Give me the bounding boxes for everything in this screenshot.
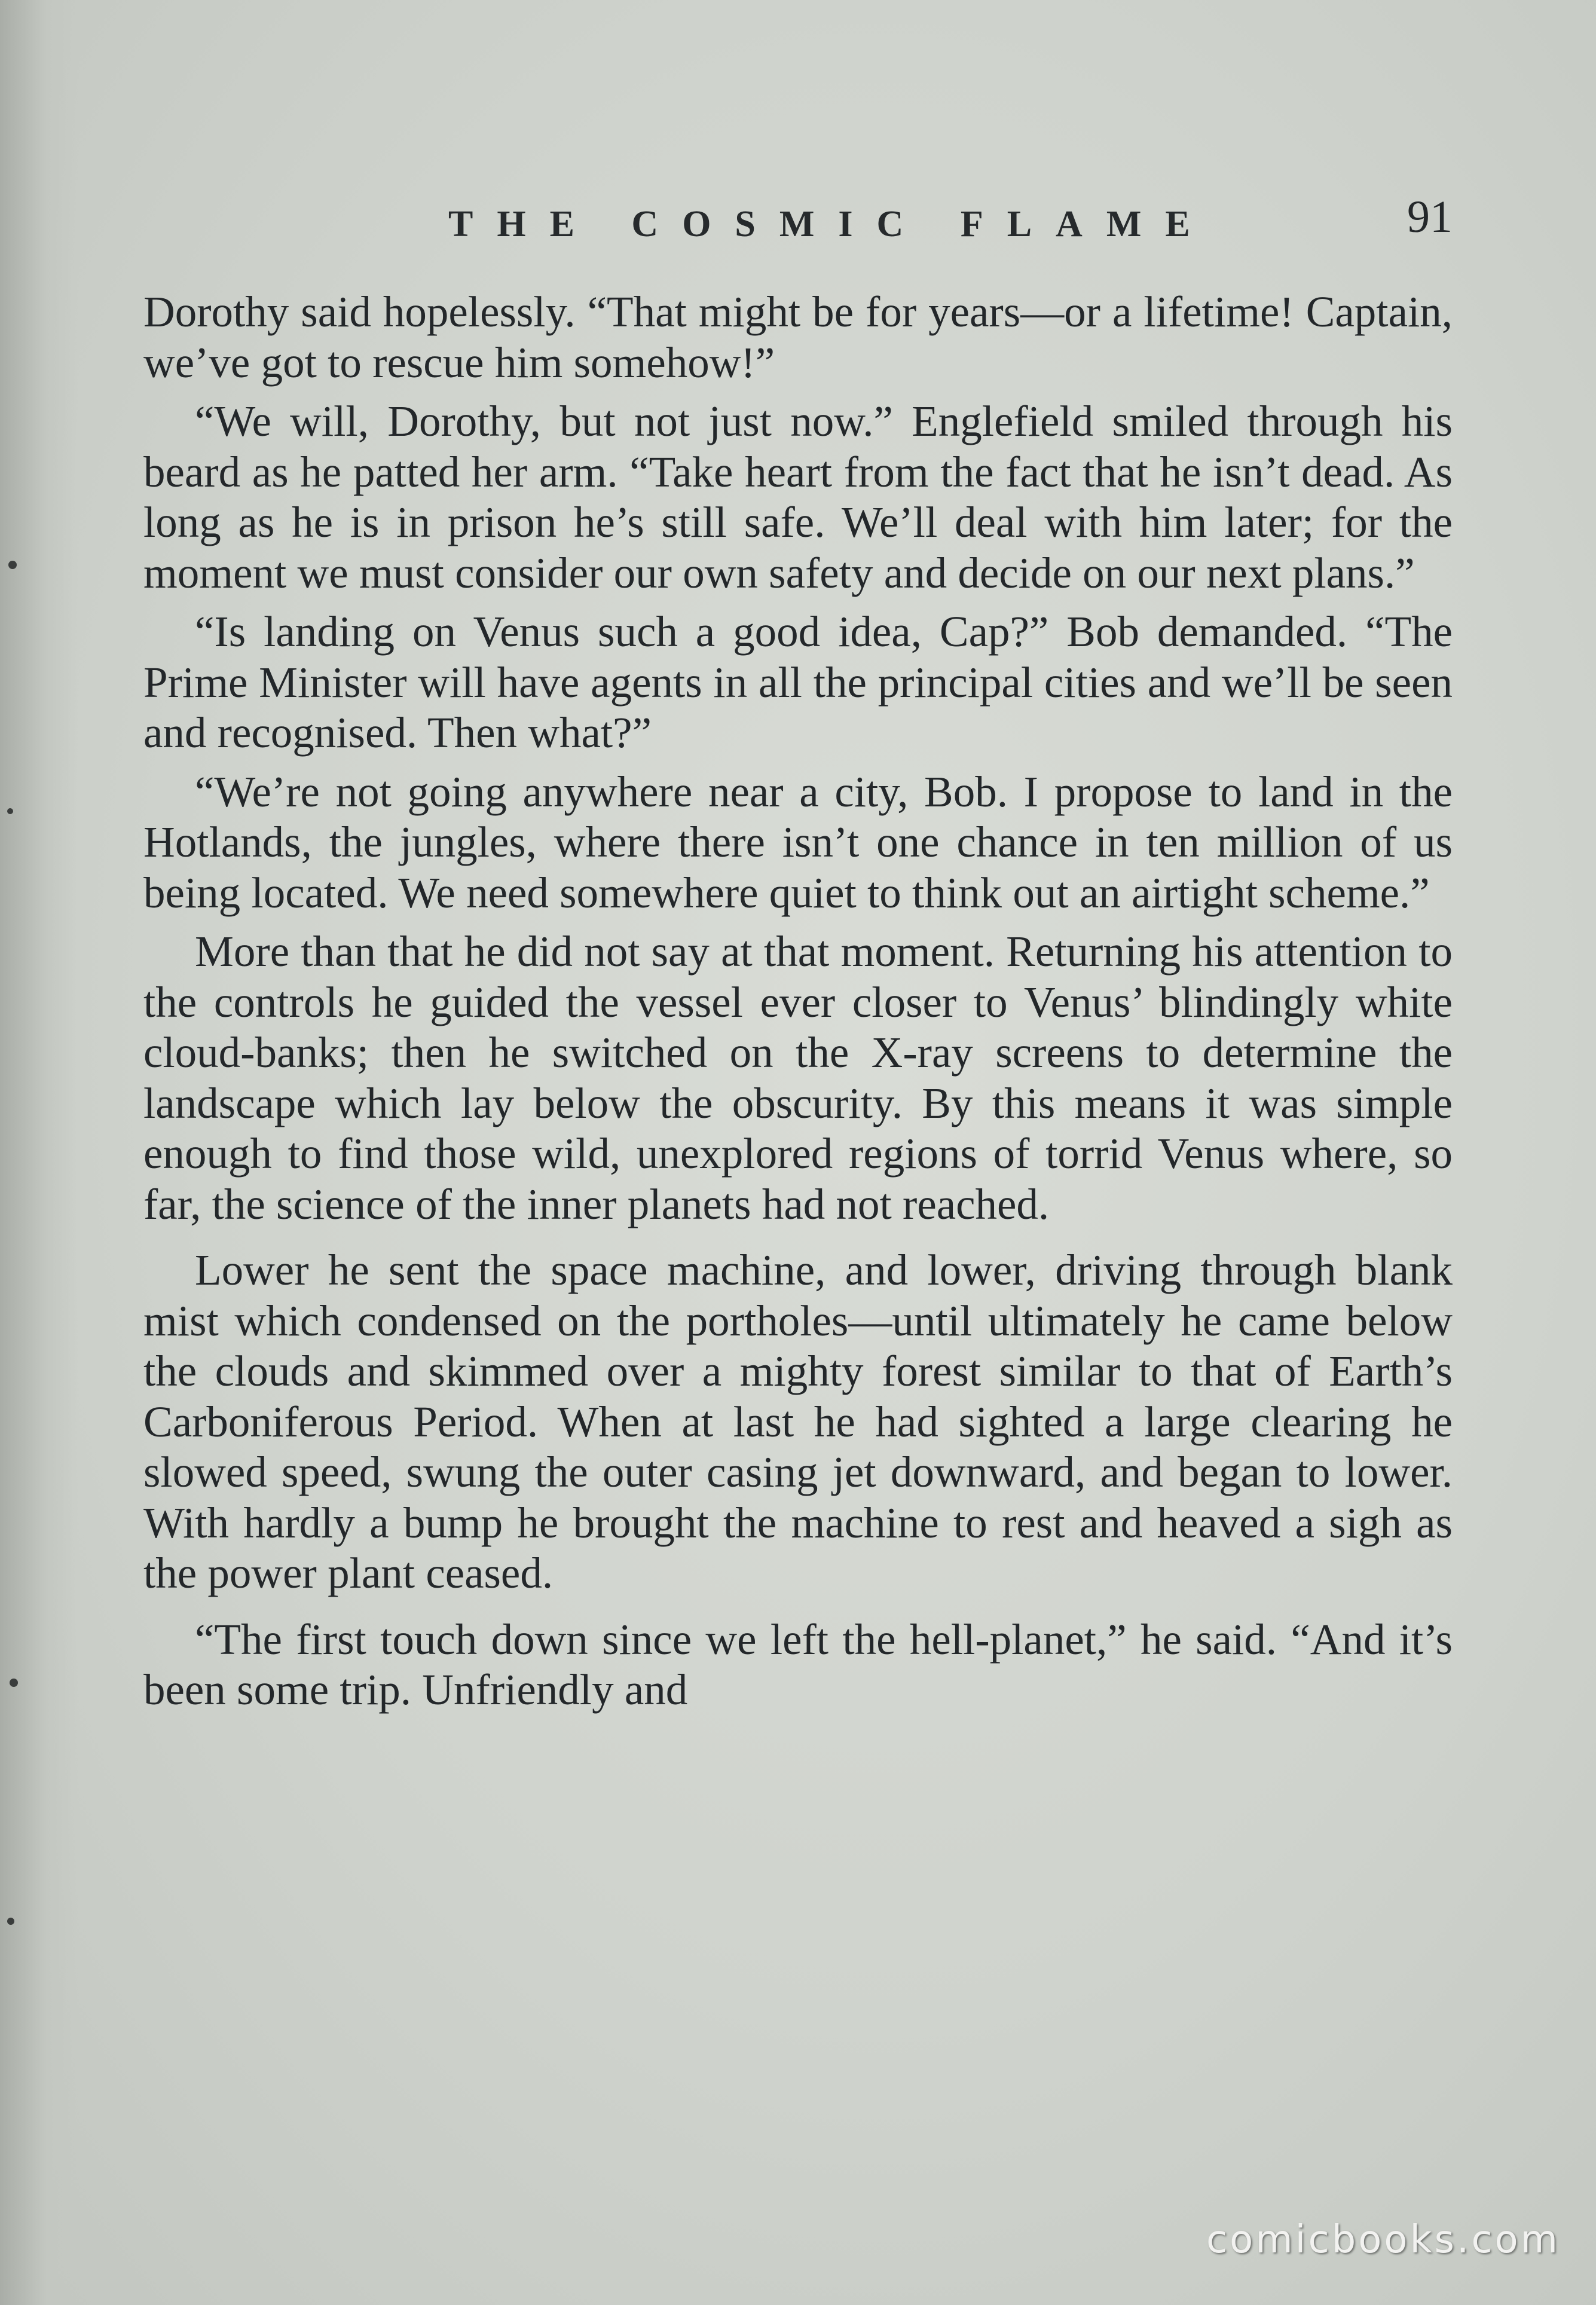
paragraph: Dorothy said hopelessly. “That might be for years—or a lifetime! Captain, we’ve got to rescue him somehow!” (143, 288, 1453, 387)
margin-speck (7, 1918, 14, 1925)
body-text (143, 287, 1453, 1716)
watermark: comicbooks.com (1206, 2218, 1560, 2262)
margin-speck (10, 1679, 18, 1687)
paragraph: “We will, Dorothy, but not just now.” Englefield smiled through his beard as he patted her arm. “Take heart from the fact that he isn’t dead. As long as he is in prison he’s still safe. We’ll deal with him later; for the moment we must consider our own safety and decide on our next plans.” (143, 397, 1453, 597)
paragraph: Lower he sent the space machine, and lower, driving through blank mist which condensed on the portholes—until ultimately he came below the clouds and skimmed over a mighty forest similar to that of Earth’s Carboniferous Period. When at last he had sighted a large clearing he slowed speed, swung the outer casing jet downward, and began to lower. With hardly a bump he brought the machine to rest and heaved a sigh as the power plant ceased. (143, 1246, 1453, 1597)
paragraph: “The first touch down since we left the hell-planet,” he said. “And it’s been some trip. Unfriendly and (143, 1615, 1453, 1714)
page-number: 91 (1407, 192, 1453, 242)
margin-speck (8, 561, 17, 569)
paragraph: More than that he did not say at that moment. Returning his attention to the controls he guided the vessel ever closer to Venus’ blindingly white cloud-banks; then he switched on the X-ray screens to determine the landscape which lay below the obscurity. By this means it was simple enough to find those wild, unexplored regions of torrid Venus where, so far, the science of the inner planets had not reached. (143, 927, 1453, 1228)
page-gutter-shadow (0, 0, 78, 2305)
running-title: THE COSMIC FLAME (448, 204, 1214, 244)
margin-speck (7, 808, 13, 814)
paragraph: “We’re not going anywhere near a city, Bob. I propose to land in the Hotlands, the jungles, where there isn’t one chance in ten million of us being located. We need somewhere quiet to think out an airtight scheme.” (143, 767, 1453, 917)
paragraph: “Is landing on Venus such a good idea, Cap?” Bob demanded. “The Prime Minister will have agents in all the principal cities and we’ll be seen and recognised. Then what?” (143, 607, 1453, 757)
page-header (143, 191, 1453, 257)
